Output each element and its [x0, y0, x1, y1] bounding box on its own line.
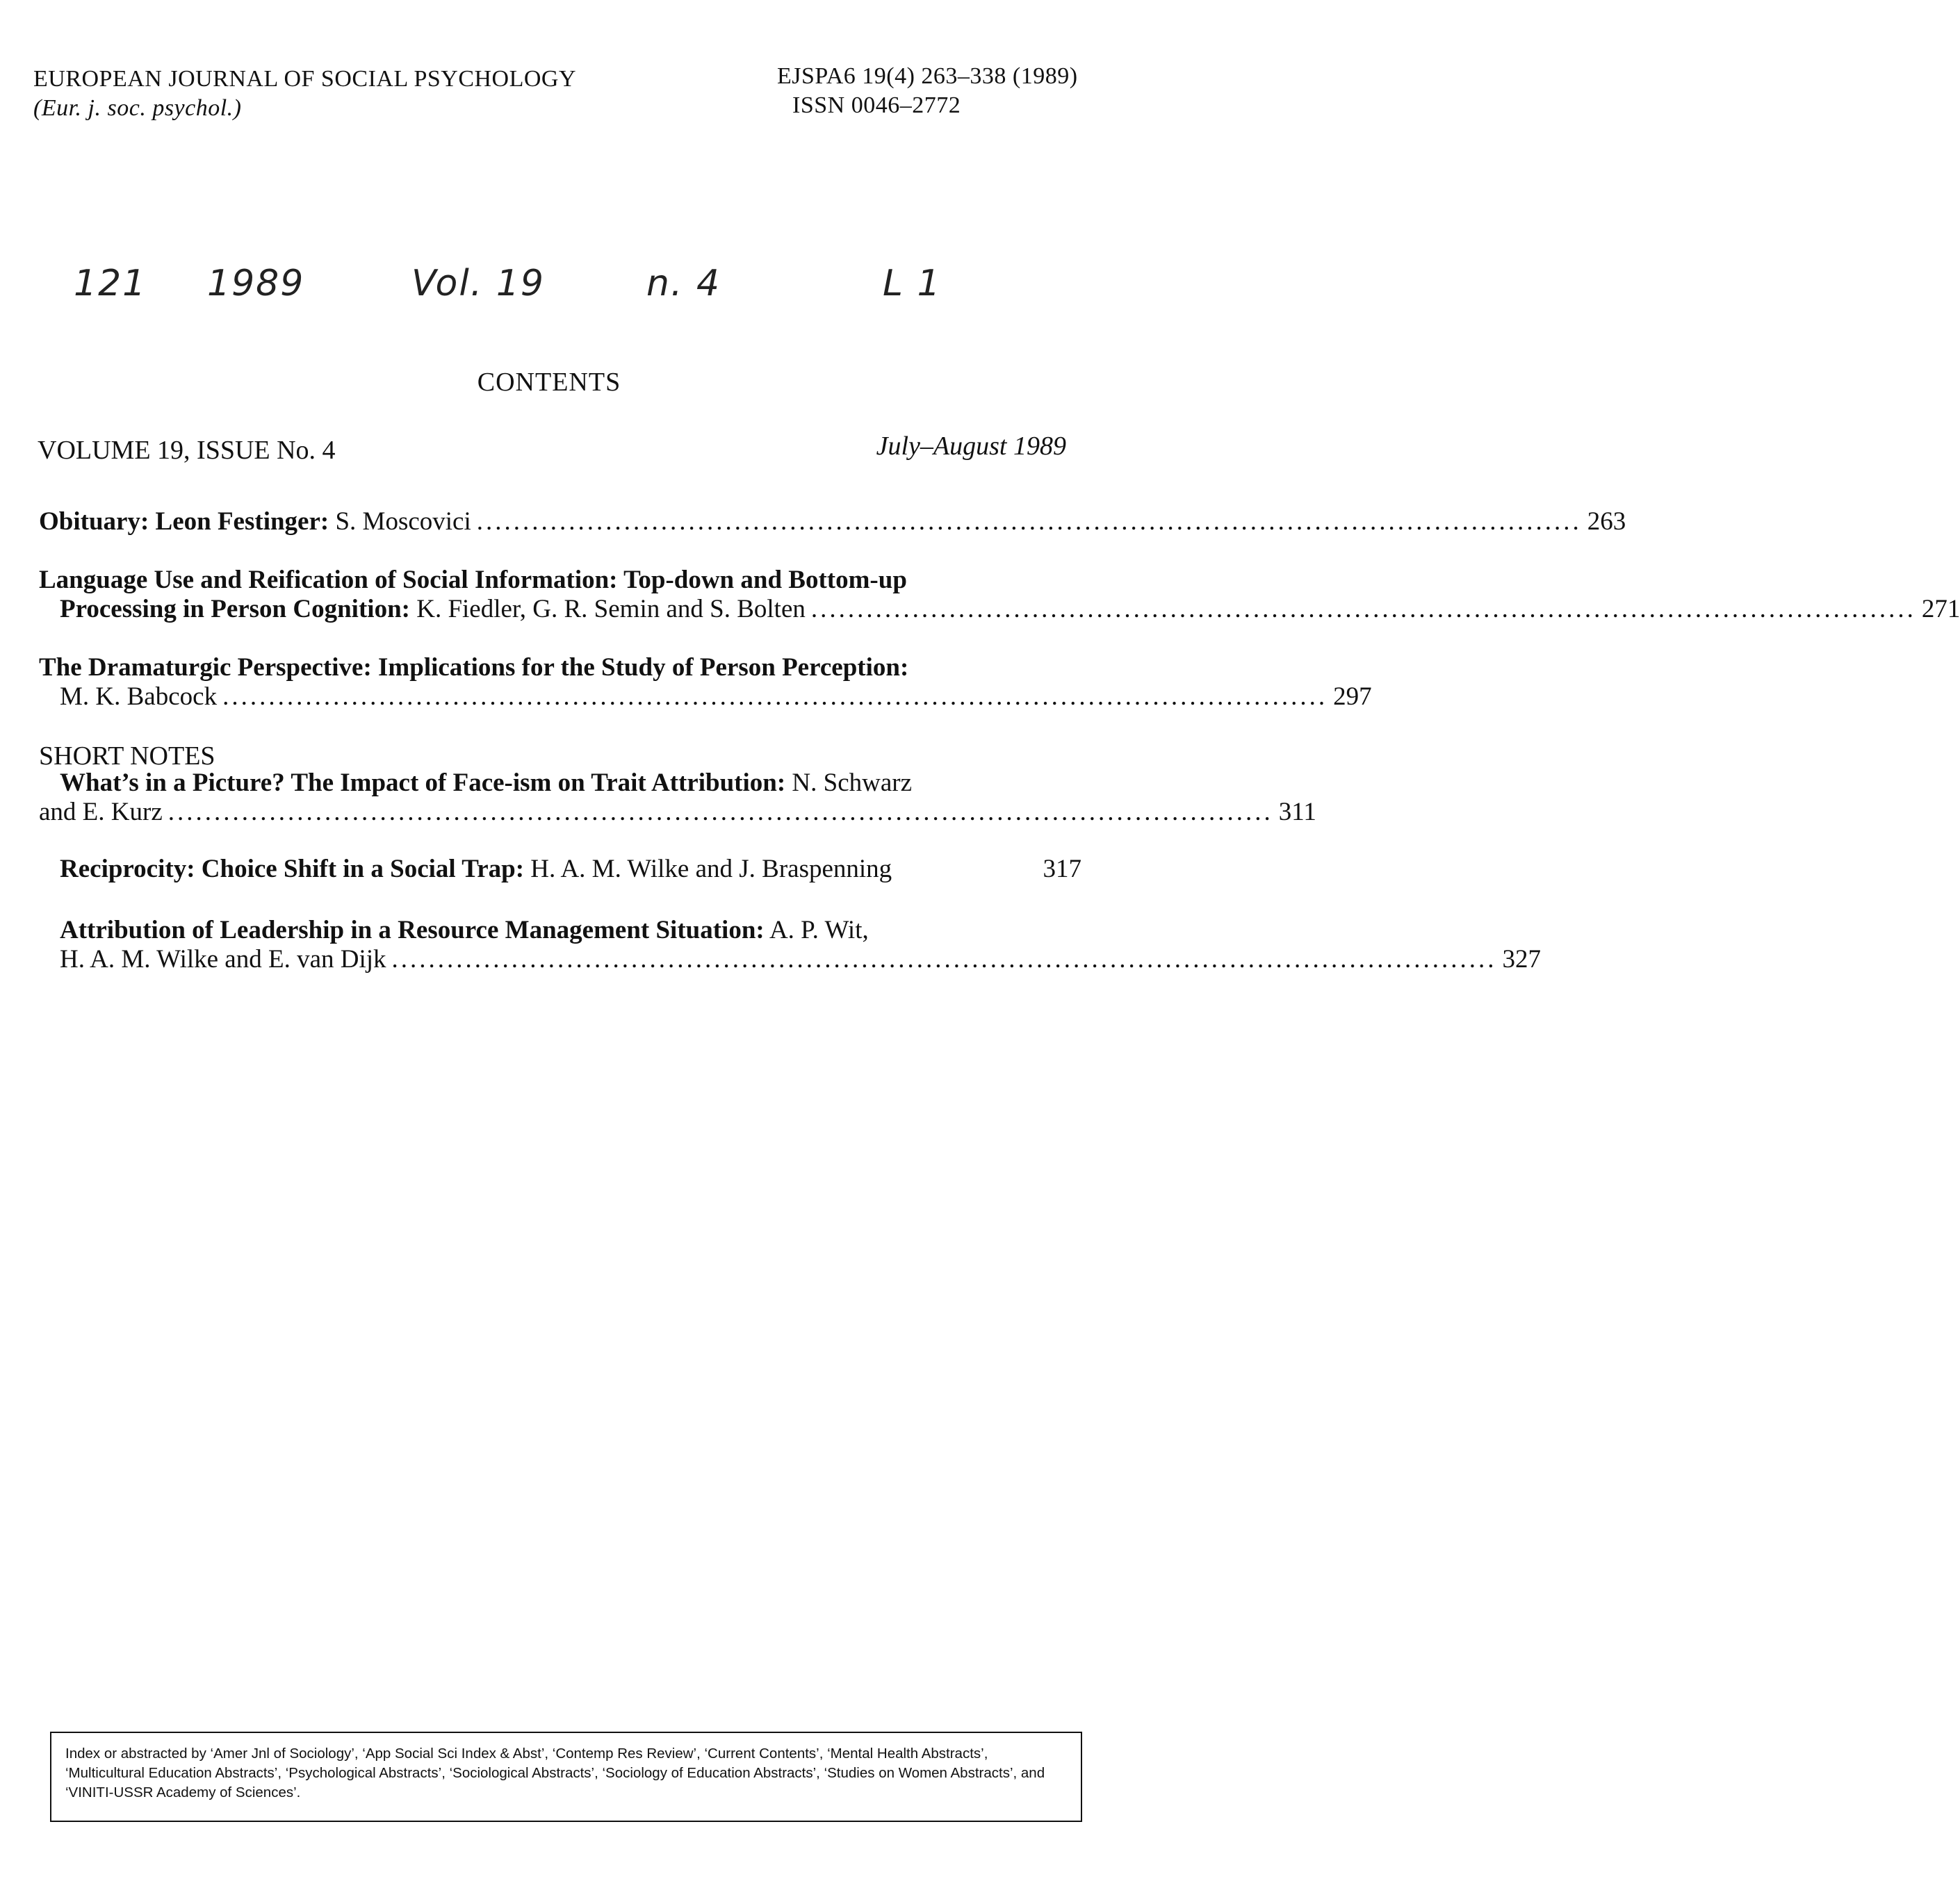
journal-title: EUROPEAN JOURNAL OF SOCIAL PSYCHOLOGY [33, 66, 577, 92]
entry-authors-cont: H. A. M. Wilke and E. van Dijk [60, 945, 386, 974]
entry-title: What’s in a Picture? The Impact of Face-ism on Trait Attribution: [60, 769, 786, 797]
issn: ISSN 0046–2772 [792, 92, 961, 118]
handwritten-code: L 1 [883, 263, 942, 304]
toc-entry-reciprocity [39, 855, 1081, 884]
page-number: 271 [1921, 595, 1960, 623]
entry-authors: H. A. M. Wilke and J. Braspenning [524, 855, 892, 883]
contents-heading: CONTENTS [477, 368, 621, 397]
toc-entry-obituary: Obituary: Leon Festinger: S. Moscovici ........................................................................................................................ 263 [39, 507, 1626, 536]
entry-title-cont: Processing in Person Cognition: [60, 595, 410, 623]
toc-entry-face-ism: What’s in a Picture? The Impact of Face-ism on Trait Attribution: N. Schwarz and E. Kurz ........................................................................................................................ 311 [39, 769, 1316, 826]
handwritten-year: 1989 [207, 263, 305, 304]
page-number: 263 [1587, 507, 1626, 536]
handwritten-shelfmark: 121 [74, 263, 147, 304]
issue-date: July–August 1989 [876, 432, 1066, 461]
entry-title: Obituary: Leon Festinger: [39, 507, 329, 536]
page-number: 317 [1043, 855, 1081, 883]
volume-label: VOLUME 19, ISSUE No. 4 [38, 436, 336, 465]
entry-authors: A. P. Wit, [764, 916, 869, 944]
short-notes-heading: SHORT NOTES [39, 741, 215, 771]
page-number: 297 [1333, 682, 1372, 711]
entry-authors: N. Schwarz [785, 769, 913, 797]
journal-abbrev: (Eur. j. soc. psychol.) [33, 95, 242, 121]
indexing-note: Index or abstracted by ‘Amer Jnl of Sociology’, ‘App Social Sci Index & Abst’, ‘Contemp Res Review’, ‘Current Contents’, ‘Mental Health Abstracts’, ‘Multicultural Education Abstracts’, ‘Psychological Abstracts’, ‘Sociological Abstracts’, ‘Sociology of Education Abstracts’, ‘Studies on Women Abstracts’, and ‘VINITI-USSR Academy of Sciences’. [50, 1732, 1082, 1822]
entry-title: The Dramaturgic Perspective: Implications for the Study of Person Perception: [39, 653, 909, 682]
toc-entry-leadership: Attribution of Leadership in a Resource Management Situation: A. P. Wit, H. A. M. Wilke and E. van Dijk ........................................................................................................................ 327 [60, 916, 1542, 974]
entry-title: Attribution of Leadership in a Resource Management Situation: [60, 916, 765, 944]
entry-authors: M. K. Babcock [60, 682, 218, 711]
entry-authors: S. Moscovici [329, 507, 471, 536]
toc-entry-language-use: Language Use and Reification of Social Information: Top-down and Bottom-up Processing in Person Cognition: K. Fiedler, G. R. Semin and S. Bolten ........................................................................................................................ 271 [39, 566, 1960, 623]
page-number: 327 [1502, 945, 1542, 974]
entry-authors-cont: and E. Kurz [39, 798, 163, 826]
entry-authors: K. Fiedler, G. R. Semin and S. Bolten [409, 595, 806, 623]
toc-entry-dramaturgic: The Dramaturgic Perspective: Implications for the Study of Person Perception: M. K. Babcock ........................................................................................................................ 297 [39, 653, 1372, 711]
entry-title: Language Use and Reification of Social Information: Top-down and Bottom-up [39, 566, 907, 594]
page-number: 311 [1278, 798, 1316, 826]
entry-title: Reciprocity: Choice Shift in a Social Trap: [60, 855, 525, 883]
handwritten-volume: Vol. 19 [411, 263, 546, 304]
handwritten-issue: n. 4 [646, 263, 721, 304]
journal-code: EJSPA6 19(4) 263–338 (1989) [777, 63, 1078, 89]
